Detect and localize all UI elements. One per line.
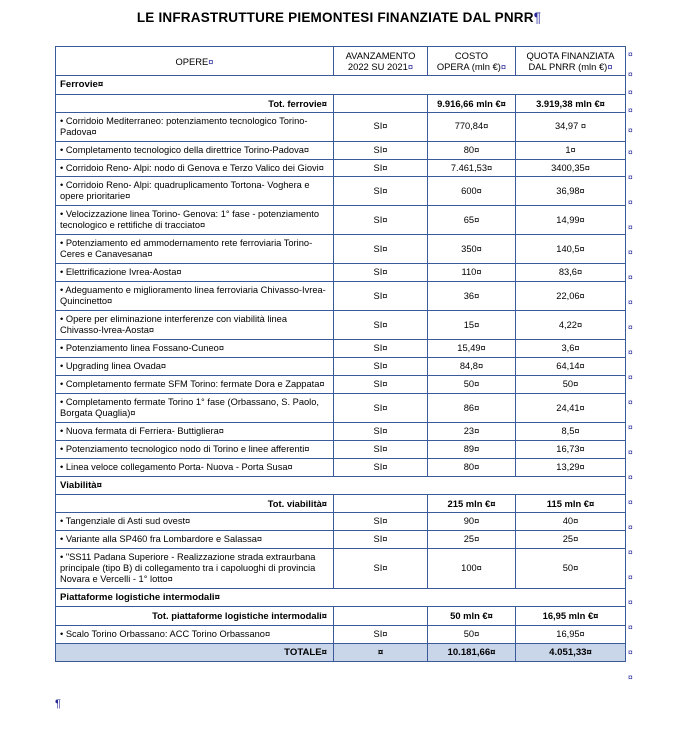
subtotal-label-ferrovie: Tot. ferrovie¤ (56, 94, 334, 112)
column-header-costo-line2: OPERA (mln €) (436, 61, 501, 73)
row-costo: 50¤ (428, 625, 516, 643)
row-avanzamento: SI¤ (334, 282, 428, 311)
page-title-text: LE INFRASTRUTTURE PIEMONTESI FINANZIATE DAL PNRR (136, 10, 534, 25)
row-avanzamento: SI¤ (334, 440, 428, 458)
row-pnrr: 3400,35¤ (516, 159, 626, 177)
column-header-quota (516, 47, 626, 76)
row-pnrr: 16,95¤ (516, 625, 626, 643)
total-row (56, 643, 626, 661)
row-costo: 90¤ (428, 513, 516, 531)
column-header-quota-line2: DAL PNRR (mln €) (528, 61, 608, 73)
row-costo: 23¤ (428, 422, 516, 440)
section-title-ferrovie: Ferrovie¤ (56, 76, 626, 94)
table-row (56, 177, 626, 206)
table-body (56, 76, 626, 662)
footer-paragraph-mark: ¶ (55, 698, 61, 710)
table-header-row (56, 47, 626, 76)
row-costo: 84,8¤ (428, 358, 516, 376)
row-avanzamento: SI¤ (334, 458, 428, 476)
row-pnrr: 25¤ (516, 531, 626, 549)
subtotal-costo-ferrovie: 9.916,66 mln €¤ (428, 94, 516, 112)
table-row (56, 440, 626, 458)
total-costo: 10.181,66¤ (428, 643, 516, 661)
row-opera: • Nuova fermata di Ferriera- Buttigliera¤ (56, 422, 334, 440)
total-avanzamento: ¤ (334, 643, 428, 661)
row-costo: 7.461,53¤ (428, 159, 516, 177)
table-row (56, 549, 626, 589)
row-opera: • Completamento fermate SFM Torino: fermate Dora e Zappata¤ (56, 376, 334, 394)
table-row (56, 159, 626, 177)
column-header-costo-line1: COSTO (454, 50, 489, 61)
row-avanzamento: SI¤ (334, 141, 428, 159)
row-avanzamento: SI¤ (334, 264, 428, 282)
row-opera: • Scalo Torino Orbassano: ACC Torino Orbassano¤ (56, 625, 334, 643)
row-costo: 600¤ (428, 177, 516, 206)
table-row (56, 358, 626, 376)
row-pnrr: 1¤ (516, 141, 626, 159)
subtotal-row-viabilita (56, 495, 626, 513)
row-pnrr: 13,29¤ (516, 458, 626, 476)
row-costo: 25¤ (428, 531, 516, 549)
table-row (56, 235, 626, 264)
row-opera: • Variante alla SP460 fra Lombardore e Salassa¤ (56, 531, 334, 549)
infrastructure-table-wrapper (55, 46, 625, 662)
column-header-avanzamento (334, 47, 428, 76)
row-opera: • Upgrading linea Ovada¤ (56, 358, 334, 376)
row-pnrr: 140,5¤ (516, 235, 626, 264)
row-opera: • Elettrificazione Ivrea-Aosta¤ (56, 264, 334, 282)
subtotal-pnrr-ferrovie: 3.919,38 mln €¤ (516, 94, 626, 112)
infrastructure-table (55, 46, 626, 662)
column-header-quota-line1: QUOTA FINANZIATA (526, 50, 615, 61)
column-header-opere-label: OPERE (175, 55, 209, 67)
row-opera: • Corridoio Reno- Alpi: nodo di Genova e Terzo Valico dei Giovi¤ (56, 159, 334, 177)
row-opera: • Completamento fermate Torino 1° fase (Orbassano, S. Paolo, Borgata Quaglia)¤ (56, 394, 334, 423)
section-title-piattaforme: Piattaforme logistiche intermodali¤ (56, 589, 626, 607)
section-title-viabilita: Viabilità¤ (56, 476, 626, 494)
cell-marker: ¤ (607, 61, 613, 73)
row-avanzamento: SI¤ (334, 513, 428, 531)
row-avanzamento: SI¤ (334, 159, 428, 177)
row-costo: 350¤ (428, 235, 516, 264)
row-pnrr: 50¤ (516, 376, 626, 394)
row-pnrr: 40¤ (516, 513, 626, 531)
row-pnrr: 3,6¤ (516, 340, 626, 358)
row-pnrr: 50¤ (516, 549, 626, 589)
total-pnrr: 4.051,33¤ (516, 643, 626, 661)
table-row (56, 422, 626, 440)
row-avanzamento: SI¤ (334, 358, 428, 376)
cell-marker: ¤ (407, 61, 414, 73)
row-avanzamento: SI¤ (334, 235, 428, 264)
row-avanzamento: SI¤ (334, 376, 428, 394)
subtotal-costo-piattaforme: 50 mln €¤ (428, 607, 516, 625)
row-pnrr: 4,22¤ (516, 311, 626, 340)
document-page: LE INFRASTRUTTURE PIEMONTESI FINANZIATE DAL PNRR¶ OPERE¤ AVANZAMENTO 2022 SU 2021¤ COSTO OPERA (mln €)¤ QUOTA FINANZIATA DAL PNRR (mln €)¤ Ferrovie¤ Tot. ferrovie¤ 9.916,66 mln €¤ 3.919,38 mln €¤ • Corridoio Mediterraneo: potenziamento tecnologico Torino- Padova¤ SI¤ 770,84¤ 34,97 ¤ • Completamento tecnologico della direttrice Torino-Padova¤ SI¤ 80¤ 1¤ • Corridoio Reno- Alpi: nodo di Genova e Terzo Valico dei Giovi¤ SI¤ 7.461,53¤ 3400,35¤ • Corridoio Reno- Alpi: quadruplicamento Tortona- Voghera e opere prioritarie¤ SI¤ 600¤ 36,98¤ • Velocizzazione linea Torino- Genova: 1° fase - potenziamento tecnologico e rettifiche di tracciato¤ SI¤ 65¤ 14,99¤ • Potenziamento ed ammodernamento rete ferroviaria Torino-Ceres e Canavesana¤ SI¤ 350¤ 140,5¤ • Elettrificazione Ivrea-Aosta¤ SI¤ 110¤ 83,6¤ • Adeguamento e miglioramento linea ferroviaria Chivasso-Ivrea-Quincinetto¤ SI¤ 36¤ 22,06¤ • Opere per eliminazione interferenze con viabilità linea Chivasso-Ivrea-Aosta¤ SI¤ 15¤ 4,22¤ • Potenziamento linea Fossano-Cuneo¤ SI¤ 15,49¤ 3,6¤ • Upgrading linea Ovada¤ SI¤ 84,8¤ 64,14¤ • Completamento fermate SFM Torino: fermate Dora e Zappata¤ SI¤ 50¤ 50¤ • Completamento fermate Torino 1° fase (Orbassano, S. Paolo, Borgata Quaglia)¤ SI¤ 86¤ 24,41¤ • Nuova fermata di Ferriera- Buttigliera¤ SI¤ 23¤ 8,5¤ • Potenziamento tecnologico nodo di Torino e linee afferenti¤ SI¤ 89¤ 16,73¤ • Linea veloce collegamento Porta- Nuova - Porta Susa¤ SI¤ 80¤ 13,29¤ Viabilità¤ Tot. viabilità¤ 215 mln €¤ 115 mln €¤ • Tangenziale di Asti sud ovest¤ SI¤ 90¤ 40¤ • Variante alla SP460 fra Lombardore e Salassa¤ SI¤ 25¤ 25¤ • "SS11 Padana Superiore - Realizzazione strada extraurbana principale (tipo B) di collegamento tra i capoluoghi di provincia Novara e Vercelli - 1° lotto¤ SI¤ 100¤ 50¤ Piattaforme logistiche intermodali¤ Tot. piattaforme logistiche intermodali¤ 50 mln €¤ 16,95 mln €¤ • Scalo Torino Orbassano: ACC Torino Orbassano¤ SI¤ 50¤ 16,95¤ TOTALE¤ ¤ 10.181,66¤ 4.051,33¤ ¤ ¤ ¤ ¤ ¤ ¤ ¤ ¤ ¤ ¤ ¤ ¤ ¤ ¤ ¤ ¤ ¤ ¤ ¤ ¤ ¤ ¤ ¤ ¤ ¤ ¤ ¤ ¶ (0, 10, 678, 730)
row-pnrr: 64,14¤ (516, 358, 626, 376)
row-pnrr: 14,99¤ (516, 206, 626, 235)
table-row (56, 394, 626, 423)
subtotal-avanzamento-ferrovie (334, 94, 428, 112)
row-costo: 110¤ (428, 264, 516, 282)
row-opera: • Potenziamento tecnologico nodo di Torino e linee afferenti¤ (56, 440, 334, 458)
row-avanzamento: SI¤ (334, 394, 428, 423)
total-label: TOTALE¤ (56, 643, 334, 661)
table-header (56, 47, 626, 76)
table-row (56, 340, 626, 358)
section-header-row (56, 589, 626, 607)
cell-marker: ¤ (500, 61, 507, 73)
row-costo: 80¤ (428, 458, 516, 476)
row-opera: • "SS11 Padana Superiore - Realizzazione strada extraurbana principale (tipo B) di collegamento tra i capoluoghi di provincia Novara e Vercelli - 1° lotto¤ (56, 549, 334, 589)
row-pnrr: 83,6¤ (516, 264, 626, 282)
row-opera: • Corridoio Reno- Alpi: quadruplicamento Tortona- Voghera e opere prioritarie¤ (56, 177, 334, 206)
row-pnrr: 8,5¤ (516, 422, 626, 440)
row-pnrr: 34,97 ¤ (516, 112, 626, 141)
subtotal-row-piattaforme (56, 607, 626, 625)
row-costo: 50¤ (428, 376, 516, 394)
subtotal-avanzamento-viabilita (334, 495, 428, 513)
row-opera: • Potenziamento ed ammodernamento rete ferroviaria Torino-Ceres e Canavesana¤ (56, 235, 334, 264)
row-costo: 80¤ (428, 141, 516, 159)
subtotal-pnrr-piattaforme: 16,95 mln €¤ (516, 607, 626, 625)
subtotal-avanzamento-piattaforme (334, 607, 428, 625)
table-row (56, 531, 626, 549)
row-avanzamento: SI¤ (334, 311, 428, 340)
row-pnrr: 36,98¤ (516, 177, 626, 206)
row-costo: 86¤ (428, 394, 516, 423)
row-avanzamento: SI¤ (334, 549, 428, 589)
page-title (0, 10, 678, 25)
row-pnrr: 16,73¤ (516, 440, 626, 458)
table-row (56, 264, 626, 282)
row-avanzamento: SI¤ (334, 177, 428, 206)
row-costo: 36¤ (428, 282, 516, 311)
row-avanzamento: SI¤ (334, 340, 428, 358)
table-row (56, 206, 626, 235)
section-header-row (56, 476, 626, 494)
row-opera: • Tangenziale di Asti sud ovest¤ (56, 513, 334, 531)
subtotal-row-ferrovie (56, 94, 626, 112)
column-header-opere (56, 47, 334, 76)
row-opera: • Completamento tecnologico della direttrice Torino-Padova¤ (56, 141, 334, 159)
table-row (56, 458, 626, 476)
row-pnrr: 24,41¤ (516, 394, 626, 423)
row-avanzamento: SI¤ (334, 206, 428, 235)
row-costo: 15¤ (428, 311, 516, 340)
cell-marker: ¤ (208, 55, 214, 67)
subtotal-label-piattaforme: Tot. piattaforme logistiche intermodali¤ (56, 607, 334, 625)
row-opera: • Potenziamento linea Fossano-Cuneo¤ (56, 340, 334, 358)
row-opera: • Adeguamento e miglioramento linea ferroviaria Chivasso-Ivrea-Quincinetto¤ (56, 282, 334, 311)
section-header-row (56, 76, 626, 94)
row-costo: 65¤ (428, 206, 516, 235)
row-avanzamento: SI¤ (334, 625, 428, 643)
row-opera: • Opere per eliminazione interferenze con viabilità linea Chivasso-Ivrea-Aosta¤ (56, 311, 334, 340)
column-header-avanzamento-line2: 2022 SU 2021 (347, 61, 408, 73)
table-row (56, 513, 626, 531)
table-row (56, 376, 626, 394)
subtotal-costo-viabilita: 215 mln €¤ (428, 495, 516, 513)
row-avanzamento: SI¤ (334, 112, 428, 141)
subtotal-pnrr-viabilita: 115 mln €¤ (516, 495, 626, 513)
table-row (56, 311, 626, 340)
column-header-avanzamento-line1: AVANZAMENTO (345, 50, 416, 61)
row-avanzamento: SI¤ (334, 531, 428, 549)
row-pnrr: 22,06¤ (516, 282, 626, 311)
column-header-costo (428, 47, 516, 76)
row-costo: 770,84¤ (428, 112, 516, 141)
subtotal-label-viabilita: Tot. viabilità¤ (56, 495, 334, 513)
title-paragraph-mark: ¶ (533, 10, 542, 25)
row-avanzamento: SI¤ (334, 422, 428, 440)
table-row (56, 112, 626, 141)
row-opera: • Velocizzazione linea Torino- Genova: 1° fase - potenziamento tecnologico e rettifiche di tracciato¤ (56, 206, 334, 235)
row-costo: 100¤ (428, 549, 516, 589)
table-row (56, 282, 626, 311)
row-costo: 15,49¤ (428, 340, 516, 358)
table-row (56, 141, 626, 159)
row-opera: • Linea veloce collegamento Porta- Nuova - Porta Susa¤ (56, 458, 334, 476)
row-costo: 89¤ (428, 440, 516, 458)
row-opera: • Corridoio Mediterraneo: potenziamento tecnologico Torino- Padova¤ (56, 112, 334, 141)
table-row (56, 625, 626, 643)
